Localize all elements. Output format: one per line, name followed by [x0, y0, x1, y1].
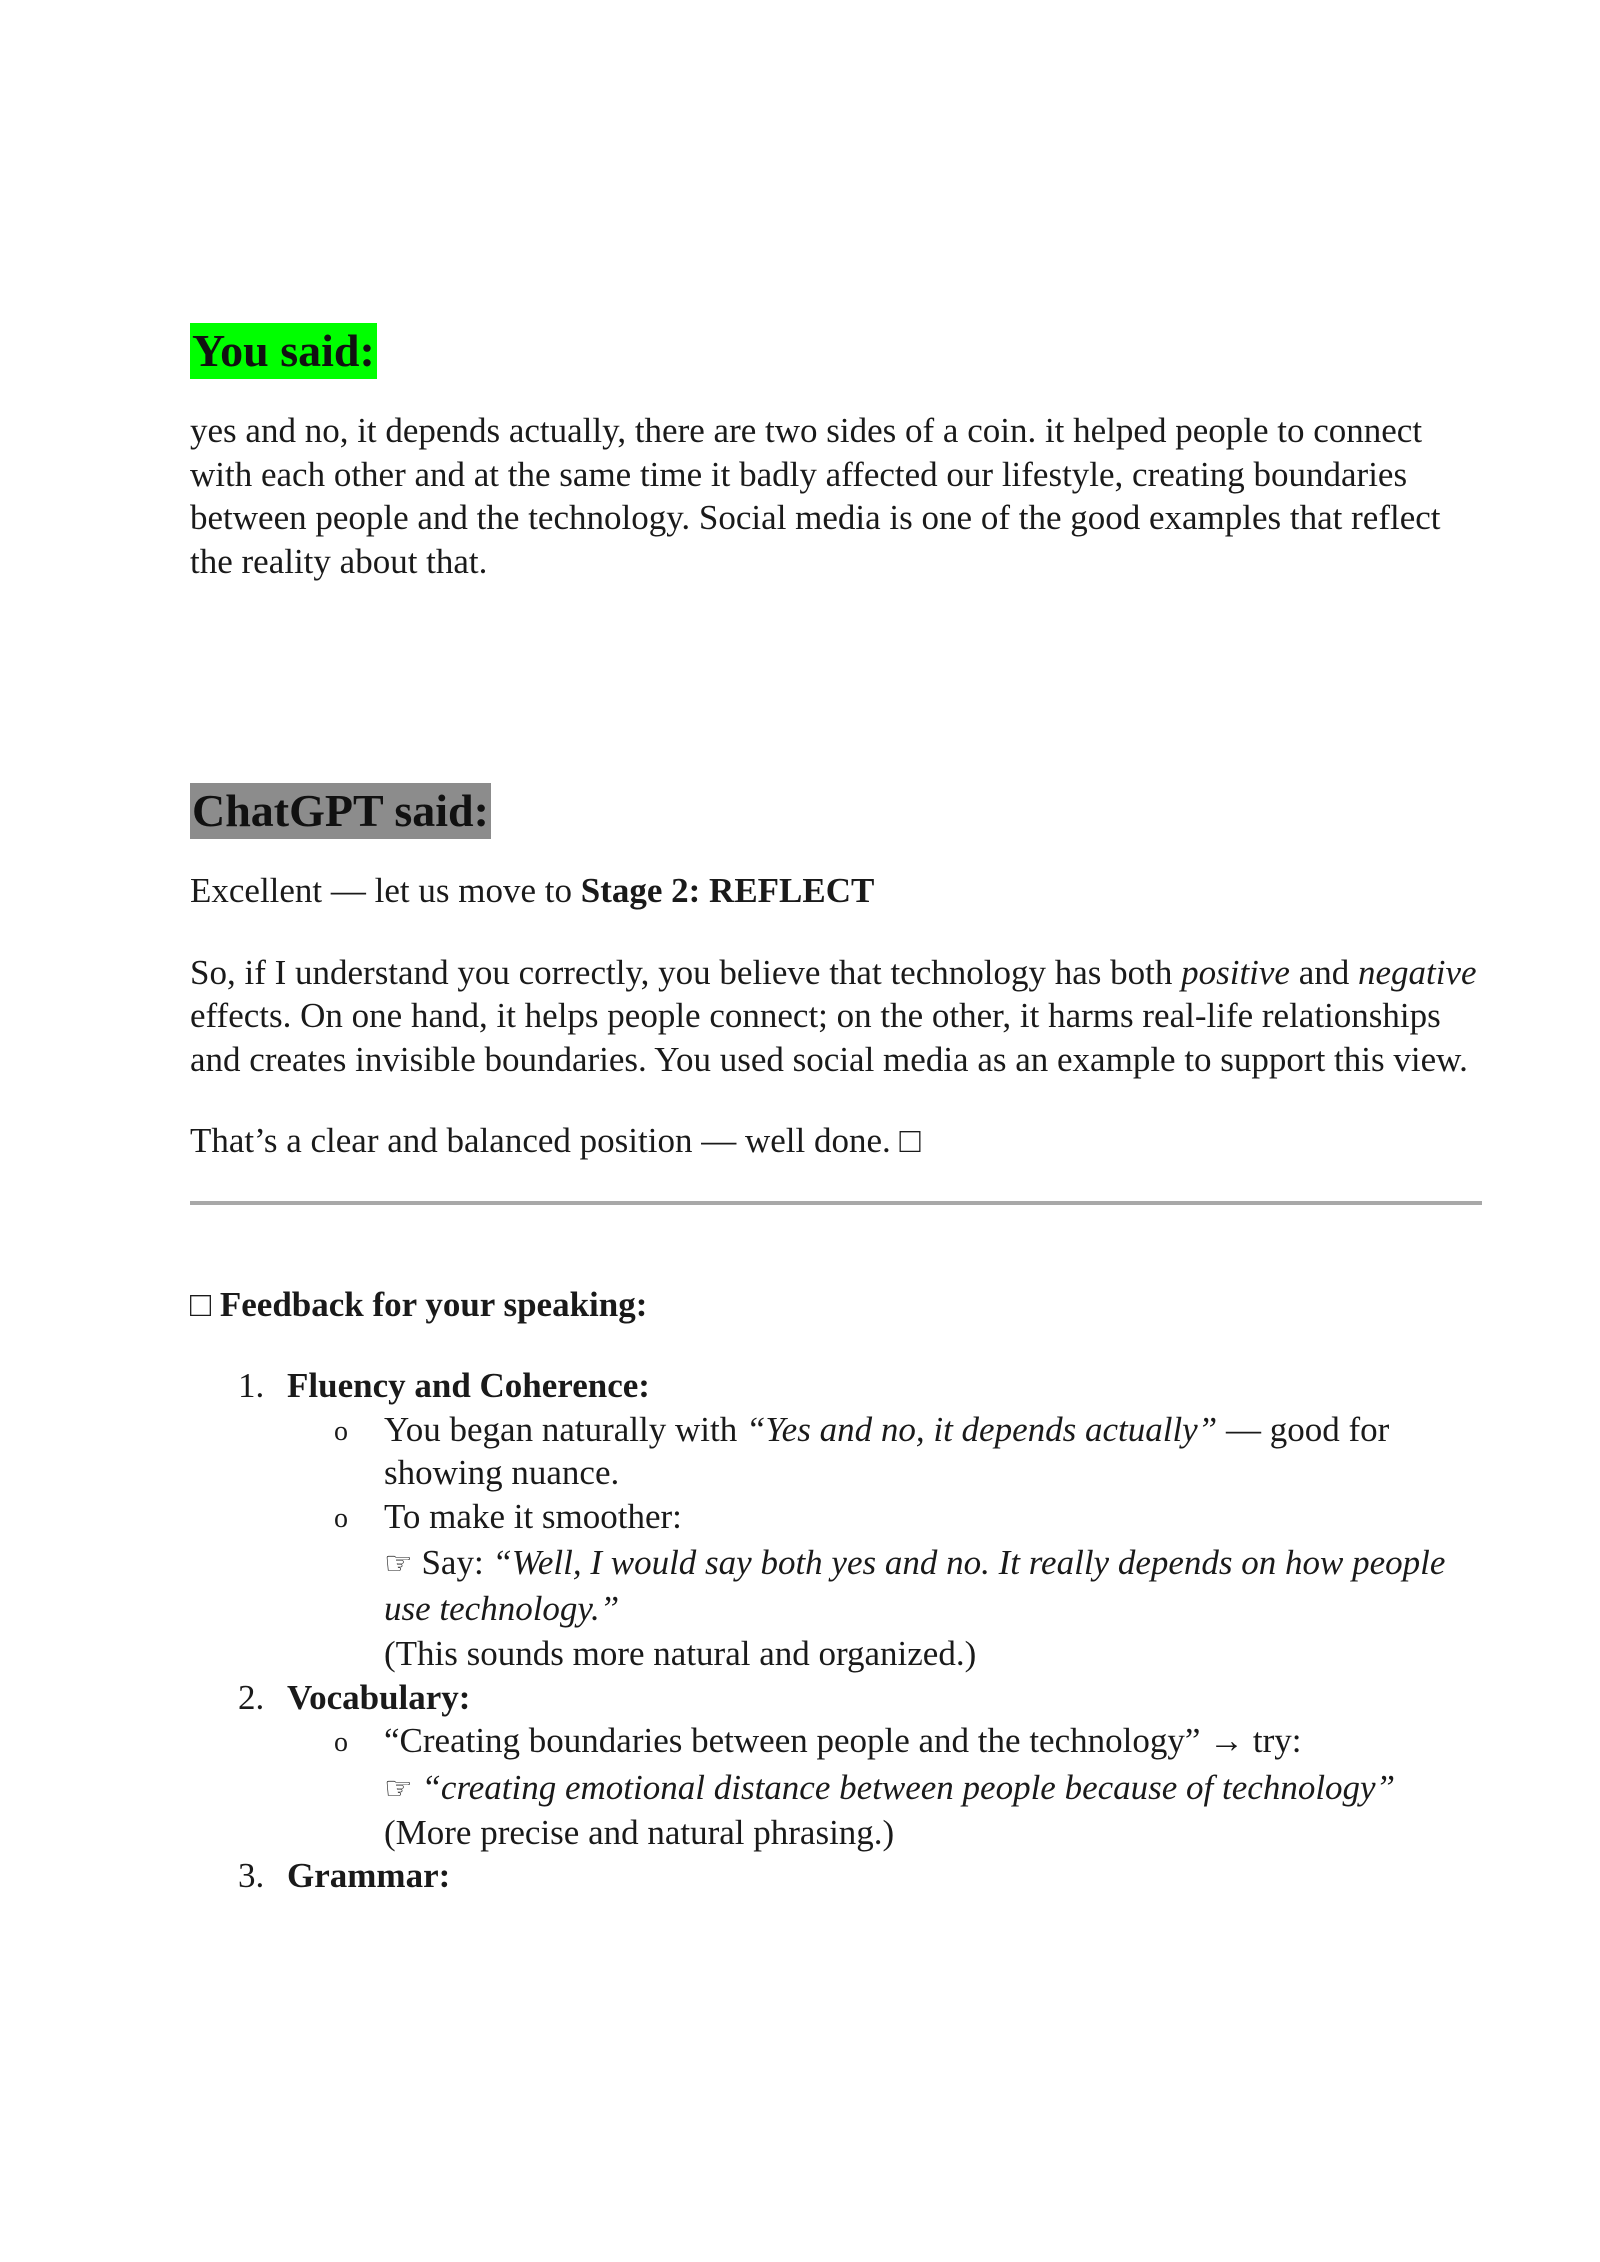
point-title: Vocabulary:: [287, 1677, 471, 1717]
feedback-list: [190, 1364, 1480, 1898]
feedback-point-vocabulary: 2. Vocabulary: o “Creating boundaries between people and the technology” → try: ☞ “creating emotional distance between people because of technology” (More precise and natural phrasing.): [190, 1676, 1480, 1855]
stage-intro: Excellent — let us move to Stage 2: REFLECT: [190, 871, 875, 910]
stage-title: Stage 2: REFLECT: [580, 871, 875, 910]
horizontal-rule: [190, 1201, 1482, 1205]
bullet-icon: o: [334, 1415, 348, 1447]
feedback-heading: □ Feedback for your speaking:: [190, 1284, 648, 1324]
point-title: Grammar:: [287, 1856, 451, 1895]
feedback-glyph-icon: □: [190, 1284, 212, 1324]
chatgpt-speaker-label: ChatGPT said:: [190, 783, 491, 839]
chat-transcript-page: [190, 323, 1480, 1898]
praise-paragraph: That’s a clear and balanced position — well done. □: [190, 1121, 921, 1160]
reflection-paragraph: So, if I understand you correctly, you believe that technology has both positive and negative effects. On one hand, it helps people connect; on the other, it harms real-life relationships and creates invisible boundaries. You used social media as an example to support this view.: [190, 952, 1477, 1079]
user-speaker-label: You said:: [190, 323, 377, 379]
pointing-hand-icon: ☞: [384, 1768, 413, 1807]
bullet-icon: o: [334, 1502, 348, 1534]
point-title: Fluency and Coherence:: [287, 1366, 650, 1405]
bullet-icon: o: [334, 1727, 348, 1758]
list-item: o You began naturally with “Yes and no, it depends actually” — good for showing nuance.: [334, 1409, 1390, 1492]
user-message: yes and no, it depends actually, there are two sides of a coin. it helped people to connect with each other and at the same time it badly affected our lifestyle, creating boundaries between people and the technology. Social media is one of the good examples that reflect the reality about that.: [190, 411, 1441, 581]
suggestion-note: (More precise and natural phrasing.): [384, 1812, 895, 1852]
feedback-point-grammar: 3. Grammar:: [238, 1856, 451, 1895]
feedback-point-fluency: 1. Fluency and Coherence: o You began naturally with “Yes and no, it depends actually” — good for showing nuance. o To make it smoother: ☞ Say: “Well, I would say both yes and no. It really depends on how people use technology.” (This sounds more natural and organized.): [190, 1364, 1480, 1676]
list-item: o To make it smoother: ☞ Say: “Well, I would say both yes and no. It really depends on how people use technology.” (This sounds more natural and organized.): [287, 1495, 1480, 1676]
pointing-hand-icon: ☞: [384, 1544, 413, 1582]
list-item: o “Creating boundaries between people and the technology” → try: ☞ “creating emotional distance between people because of technology” (More precise and natural phrasing.): [287, 1719, 1480, 1854]
suggestion-note: (This sounds more natural and organized.): [384, 1634, 977, 1673]
